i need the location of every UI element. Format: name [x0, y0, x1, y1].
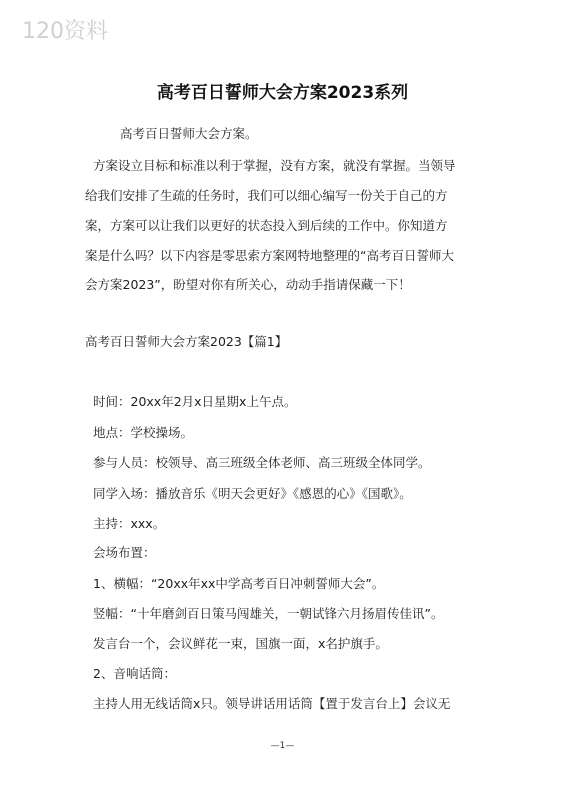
intro-paragraph-line: 给我们安排了生疏的任务时，我们可以细心编写一份关于自己的方	[85, 188, 448, 203]
page-number: —1—	[270, 741, 295, 751]
intro-paragraph-line: 案，方案可以让我们以更好的状态投入到后续的工作中。你知道方	[85, 218, 448, 233]
list-item: 发言台一个，会议鲜花一束，国旗一面，x名护旗手。	[93, 636, 388, 651]
list-item: 竖幅：“十年磨剑百日策马闯雄关，一朝试锋六月扬眉传佳讯”。	[93, 606, 444, 621]
list-item: 地点：学校操场。	[93, 425, 194, 440]
intro-paragraph-line: 会方案2023”，盼望对你有所关心，动动手指请保藏一下！	[85, 277, 411, 292]
list-item: 参与人员：校领导、高三班级全体老师、高三班级全体同学。	[93, 455, 431, 470]
intro-paragraph-line: 方案设立目标和标准以利于掌握，没有方案，就没有掌握。当领导	[93, 158, 456, 173]
list-item: 2、音响话筒：	[93, 666, 176, 681]
list-item: 主持人用无线话筒x只。领导讲话用话筒【置于发言台上】会议无	[93, 696, 451, 711]
intro-paragraph-line: 案是什么吗？以下内容是零思索方案网特地整理的“高考百日誓师大	[85, 248, 454, 263]
list-item: 1、横幅：“20xx年xx中学高考百日冲刺誓师大会”。	[93, 576, 385, 591]
intro-heading: 高考百日誓师大会方案。	[120, 126, 258, 141]
list-item: 会场布置：	[93, 545, 156, 560]
list-item: 主持：xxx。	[93, 516, 166, 531]
watermark: 120资料	[22, 19, 108, 44]
document-title: 高考百日誓师大会方案2023系列	[156, 83, 409, 103]
list-item: 同学入场：播放音乐《明天会更好》《感恩的心》《国歌》。	[93, 486, 412, 501]
section-title: 高考百日誓师大会方案2023【篇1】	[85, 334, 288, 349]
list-item: 时间：20xx年2月x日星期x上午点。	[93, 394, 297, 409]
